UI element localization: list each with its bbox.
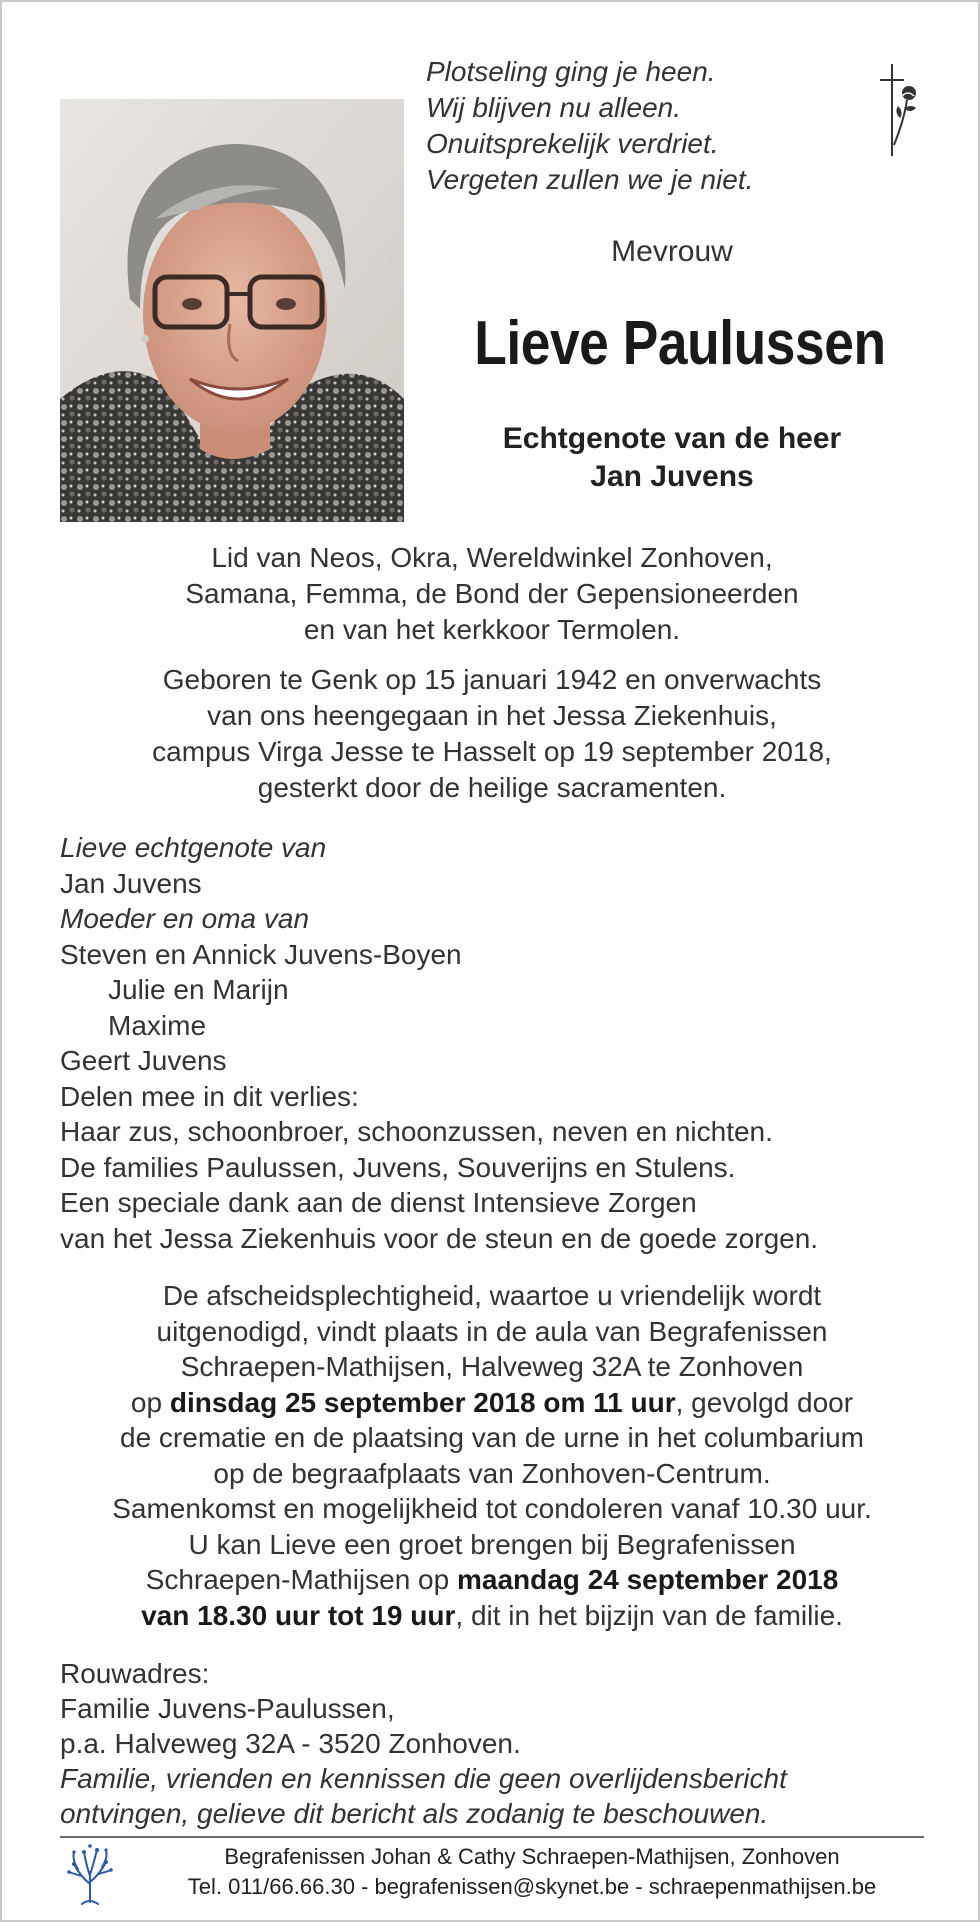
ceremony-text: , gevolgd door [675, 1386, 854, 1418]
funeral-home-name: Begrafenissen Johan & Cathy Schraepen-Mathijsen, Zonhoven [224, 1844, 840, 1869]
poem-line: Plotseling ging je heen. [426, 56, 716, 87]
portrait-photo [60, 99, 404, 522]
family-line: De families Paulussen, Juvens, Souverijns en Stulens. [60, 1151, 736, 1183]
ceremony-line: U kan Lieve een groet brengen bij Begrafenissen [188, 1528, 796, 1560]
family-line: van het Jessa Ziekenhuis voor de steun en de goede zorgen. [60, 1222, 819, 1254]
address-note: ontvingen, gelieve dit bericht als zodanig te beschouwen. [60, 1798, 769, 1829]
mourning-address [60, 1656, 960, 1831]
ceremony-date: dinsdag 25 september 2018 om 11 uur [169, 1386, 676, 1418]
address-family: Familie Juvens-Paulussen, [60, 1693, 395, 1724]
birth-death-info [42, 662, 942, 806]
spouse-info [442, 420, 902, 496]
family-member: Steven en Annick Juvens-Boyen [60, 938, 462, 970]
poem-line: Wij blijven nu alleen. [426, 92, 681, 123]
ceremony-line [42, 1598, 942, 1634]
address-street: p.a. Halveweg 32A - 3520 Zonhoven. [60, 1728, 521, 1759]
birth-line: gesterkt door de heilige sacramenten. [257, 772, 727, 803]
ceremony-text: , dit in het bijzijn van de familie. [455, 1599, 843, 1631]
footer-divider [60, 1836, 924, 1838]
ceremony-line: Schraepen-Mathijsen, Halveweg 32A te Zonhoven [180, 1351, 804, 1382]
membership-line: en van het kerkkoor Termolen. [303, 614, 681, 645]
family-line: Delen mee in dit verlies: [60, 1080, 359, 1112]
funeral-home-footer [122, 1842, 942, 1902]
family-heading: Moeder en oma van [60, 903, 310, 934]
visitation-time: van 18.30 uur tot 19 uur [141, 1599, 456, 1631]
poem-line: Vergeten zullen we je niet. [426, 164, 754, 195]
family-line: Haar zus, schoonbroer, schoonzussen, neven en nichten. [60, 1116, 773, 1147]
ceremony-line: Samenkomst en mogelijkheid tot condoleren vanaf 10.30 uur. [112, 1493, 872, 1524]
title-prefix: Mevrouw [611, 235, 733, 268]
visitation-date: maandag 24 september 2018 [456, 1564, 839, 1595]
ceremony-text: op [130, 1386, 170, 1418]
cross-with-rose-icon [874, 60, 924, 160]
ceremony-text: Schraepen-Mathijsen op [145, 1564, 457, 1595]
memberships [42, 540, 942, 648]
funeral-home-contact: Tel. 011/66.66.30 - begrafenissen@skynet.be - schraepenmathijsen.be [187, 1874, 877, 1899]
spouse-name: Jan Juvens [590, 460, 754, 493]
birth-line: campus Virga Jesse te Hasselt op 19 september 2018, [152, 736, 832, 767]
address-note: Familie, vrienden en kennissen die geen overlijdensbericht [60, 1763, 787, 1794]
family-heading: Lieve echtgenote van [60, 832, 327, 863]
tree-logo-icon [64, 1842, 116, 1906]
ceremony-line: op de begraafplaats van Zonhoven-Centrum. [213, 1457, 771, 1489]
poem [426, 54, 826, 198]
birth-line: van ons heengegaan in het Jessa Ziekenhuis, [207, 700, 777, 731]
address-label: Rouwadres: [60, 1658, 210, 1689]
ceremony-line: De afscheidsplechtigheid, waartoe u vriendelijk wordt [162, 1280, 822, 1311]
membership-line: Samana, Femma, de Bond der Gepensioneerden [185, 578, 799, 609]
poem-line: Onuitsprekelijk verdriet. [426, 128, 719, 159]
spouse-line: Echtgenote van de heer [502, 422, 842, 455]
birth-line: Geboren te Genk op 15 januari 1942 en onverwachts [162, 664, 822, 695]
family-member: Maxime [108, 1009, 207, 1041]
membership-line: Lid van Neos, Okra, Wereldwinkel Zonhoven, [211, 542, 773, 573]
family-member: Geert Juvens [60, 1045, 227, 1076]
family-member: Jan Juvens [60, 867, 202, 899]
deceased-name: Lieve Paulussen [474, 309, 886, 378]
ceremony-line: uitgenodigd, vindt plaats in de aula van Begrafenissen [156, 1315, 828, 1347]
ceremony-line: de crematie en de plaatsing van de urne in het columbarium [120, 1422, 864, 1453]
family-list [60, 830, 960, 1256]
ceremony-line [42, 1562, 942, 1598]
family-member: Julie en Marijn [108, 974, 289, 1005]
family-line: Een speciale dank aan de dienst Intensieve Zorgen [60, 1187, 697, 1218]
ceremony-line [42, 1385, 942, 1421]
ceremony-info [42, 1278, 942, 1633]
